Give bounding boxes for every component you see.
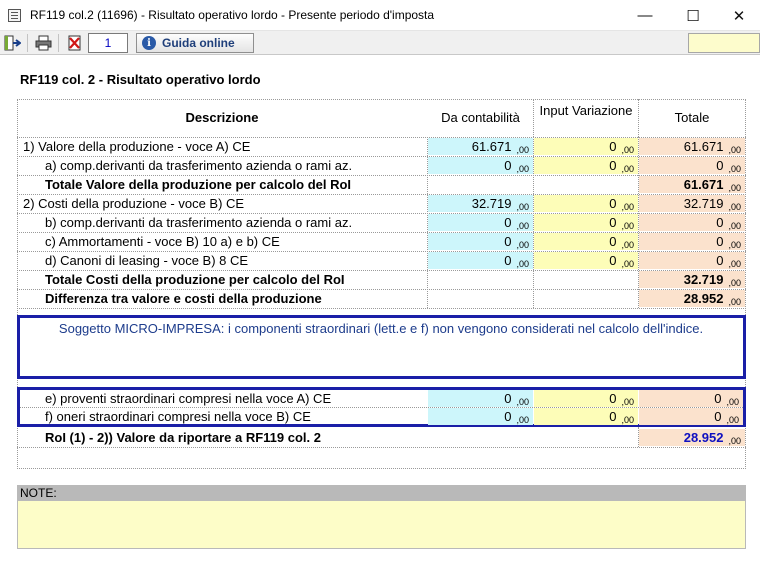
row-costi-produzione-label: 2) Costi della produzione - voce B) CE [23,196,245,211]
app-icon [8,9,21,22]
costi-produzione-variazione[interactable]: 0 ,00 [534,195,638,212]
ammortamenti-variazione[interactable]: 0 ,00 [534,233,638,250]
header-totale: Totale [674,110,710,125]
leasing-contabilita[interactable]: 0 ,00 [428,252,533,269]
differenza-valore-costi: 28.952 ,00 [639,290,745,307]
row-proventi-label: e) proventi straordinari compresi nella voce A) CE [45,391,332,406]
maximize-button[interactable]: ☐ [686,7,700,25]
window-title: RF119 col.2 (11696) - Risultato operativo lordo - Presente periodo d'imposta [30,8,435,22]
ammortamenti-totale: 0 ,00 [639,233,745,250]
print-icon[interactable] [34,34,53,52]
row-comp-b-label: b) comp.derivanti da trasferimento azienda o rami az. [45,215,353,230]
valore-produzione-totale: 61.671 ,00 [639,138,745,155]
minimize-button[interactable]: — [637,7,653,24]
page-number-field[interactable]: 1 [88,33,128,53]
row-ammortamenti-label: c) Ammortamenti - voce B) 10 a) e b) CE [45,234,280,249]
toolbar [0,31,760,55]
row-leasing-label: d) Canoni di leasing - voce B) 8 CE [45,253,249,268]
notes-label: NOTE: [17,485,746,501]
leasing-totale: 0 ,00 [639,252,745,269]
close-button[interactable]: ✕ [732,7,746,25]
comp-a-contabilita[interactable]: 0 ,00 [428,157,533,174]
oneri-variazione[interactable]: 0 ,00 [534,408,638,425]
section-title: RF119 col. 2 - Risultato operativo lordo [20,72,261,87]
totale-valore-produzione: 61.671 ,00 [639,176,745,193]
comp-a-variazione[interactable]: 0 ,00 [534,157,638,174]
row-roi-label: RoI (1) - 2)) Valore da riportare a RF119 col. 2 [45,430,321,445]
totale-costi-produzione: 32.719 ,00 [639,271,745,288]
proventi-variazione[interactable]: 0 ,00 [534,390,638,407]
roi-totale: 28.952 ,00 [639,429,745,446]
delete-document-icon[interactable] [65,34,84,52]
comp-b-variazione[interactable]: 0 ,00 [534,214,638,231]
header-variazione: Input Variazione [539,103,633,118]
row-totale-costi-label: Totale Costi della produzione per calcolo del RoI [45,272,345,287]
comp-b-totale: 0 ,00 [639,214,745,231]
costi-produzione-contabilita[interactable]: 32.719 ,00 [428,195,533,212]
oneri-contabilita[interactable]: 0 ,00 [428,408,533,425]
status-field [688,33,760,53]
ammortamenti-contabilita[interactable]: 0 ,00 [428,233,533,250]
title-bar [0,0,760,31]
header-descrizione: Descrizione [185,110,259,125]
valore-produzione-contabilita[interactable]: 61.671 ,00 [428,138,533,155]
comp-a-totale: 0 ,00 [639,157,745,174]
row-comp-a-label: a) comp.derivanti da trasferimento azienda o rami az. [45,158,353,173]
micro-impresa-notice: Soggetto MICRO-IMPRESA: i componenti straordinari (lett.e e f) non vengono considerati nel calcolo dell'indice. [58,321,704,336]
oneri-totale: 0 ,00 [639,408,743,425]
costi-produzione-totale: 32.719 ,00 [639,195,745,212]
guida-online-label: Guida online [162,36,235,50]
proventi-totale: 0 ,00 [639,390,743,407]
row-valore-produzione-label: 1) Valore della produzione - voce A) CE [23,139,251,154]
guida-online-button[interactable] [136,33,254,53]
exit-icon[interactable] [3,34,22,52]
proventi-contabilita[interactable]: 0 ,00 [428,390,533,407]
comp-b-contabilita[interactable]: 0 ,00 [428,214,533,231]
header-contabilita: Da contabilità [441,110,520,125]
row-totale-valore-label: Totale Valore della produzione per calcolo del RoI [45,177,352,192]
row-oneri-label: f) oneri straordinari compresi nella voce B) CE [45,409,311,424]
row-differenza-label: Differenza tra valore e costi della produzione [45,291,322,306]
info-icon: i [142,36,156,50]
leasing-variazione[interactable]: 0 ,00 [534,252,638,269]
valore-produzione-variazione[interactable]: 0 ,00 [534,138,638,155]
